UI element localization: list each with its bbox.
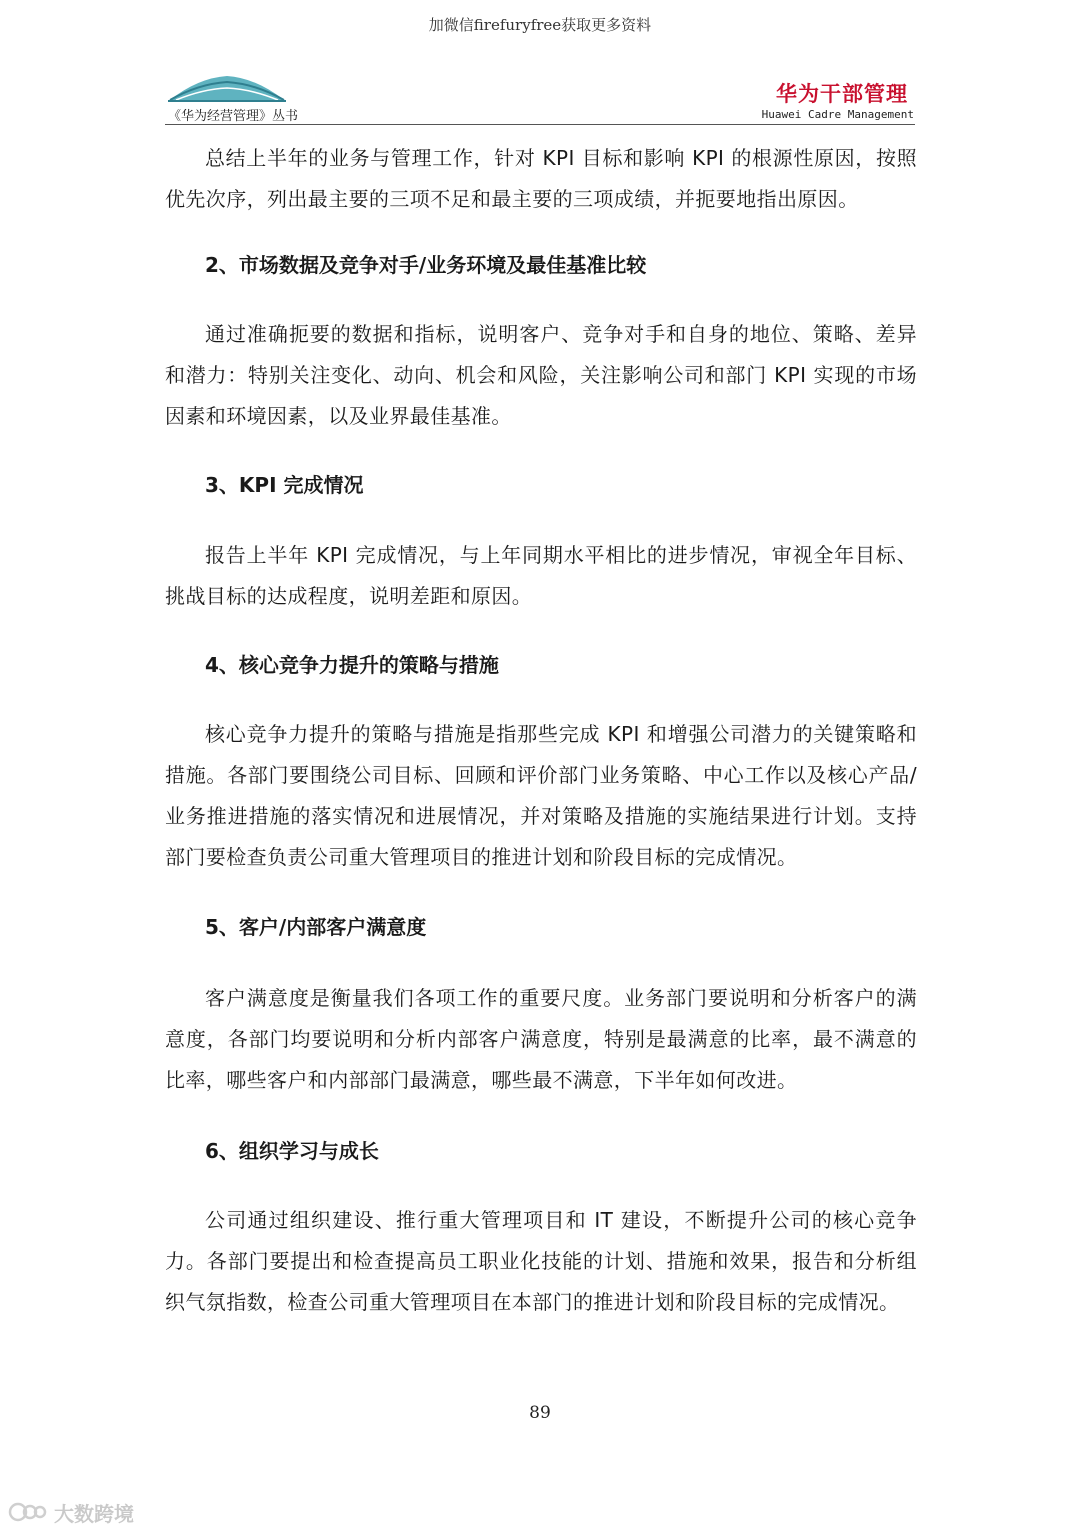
heading: 6、组织学习与成长 bbox=[205, 1139, 379, 1163]
section-heading-6 bbox=[165, 1136, 917, 1166]
heading: 4、核心竞争力提升的策略与措施 bbox=[205, 653, 499, 677]
paragraph-summary bbox=[165, 138, 917, 220]
watermark-text: 大数跨境 bbox=[54, 1501, 134, 1526]
header-divider bbox=[165, 124, 915, 125]
watermark bbox=[8, 1496, 134, 1528]
paragraph: 客户满意度是衡量我们各项工作的重要尺度。业务部门要说明和分析客户的满意度，各部门均要说明和分析内部客户满意度，特别是最满意的比率，最不满意的比率，哪些客户和内部部门最满意，哪些最不满意，下半年如何改进。 bbox=[165, 986, 917, 1092]
paragraph-market bbox=[165, 314, 917, 437]
series-title: 《华为经营管理》丛书 bbox=[168, 109, 299, 124]
section-heading-3 bbox=[165, 470, 917, 500]
brand-subtitle: Huawei Cadre Management bbox=[761, 108, 914, 121]
page-number: 89 bbox=[529, 1403, 551, 1423]
paragraph: 通过准确扼要的数据和指标，说明客户、竞争对手和自身的地位、策略、差异和潜力：特别关注变化、动向、机会和风险，关注影响公司和部门 KPI 实现的市场因素和环境因素，以及业界最佳基准。 bbox=[165, 322, 917, 428]
paragraph-strategy bbox=[165, 714, 917, 878]
paragraph: 核心竞争力提升的策略与措施是指那些完成 KPI 和增强公司潜力的关键策略和措施。各部门要围绕公司目标、回顾和评价部门业务策略、中心工作以及核心产品/业务推进措施的落实情况和进展情况，并对策略及措施的实施结果进行计划。支持部门要检查负责公司重大管理项目的推进计划和阶段目标的完成情况。 bbox=[165, 722, 917, 869]
paragraph-satisfaction bbox=[165, 978, 917, 1101]
paragraph: 报告上半年 KPI 完成情况，与上年同期水平相比的进步情况，审视全年目标、挑战目标的达成程度，说明差距和原因。 bbox=[165, 543, 917, 608]
paragraph: 总结上半年的业务与管理工作，针对 KPI 目标和影响 KPI 的根源性原因，按照优先次序，列出最主要的三项不足和最主要的三项成绩，并扼要地指出原因。 bbox=[165, 146, 917, 211]
heading: 2、市场数据及竞争对手/业务环境及最佳基准比较 bbox=[205, 253, 647, 277]
brand-title: 华为干部管理 bbox=[776, 82, 908, 106]
heading: 5、客户/内部客户满意度 bbox=[205, 915, 427, 939]
section-heading-4 bbox=[165, 650, 917, 680]
paragraph-growth bbox=[165, 1200, 917, 1323]
logo-icon bbox=[168, 74, 286, 104]
top-note: 加微信firefuryfree获取更多资料 bbox=[428, 16, 652, 34]
section-heading-2 bbox=[165, 250, 917, 280]
section-heading-5 bbox=[165, 912, 917, 942]
paragraph: 公司通过组织建设、推行重大管理项目和 IT 建设，不断提升公司的核心竞争力。各部门要提出和检查提高员工职业化技能的计划、措施和效果，报告和分析组织气氛指数，检查公司重大管理项目在本部门的推进计划和阶段目标的完成情况。 bbox=[165, 1208, 917, 1314]
paragraph-kpi bbox=[165, 535, 917, 617]
heading: 3、KPI 完成情况 bbox=[205, 473, 364, 497]
watermark-logo-icon bbox=[8, 1498, 48, 1526]
